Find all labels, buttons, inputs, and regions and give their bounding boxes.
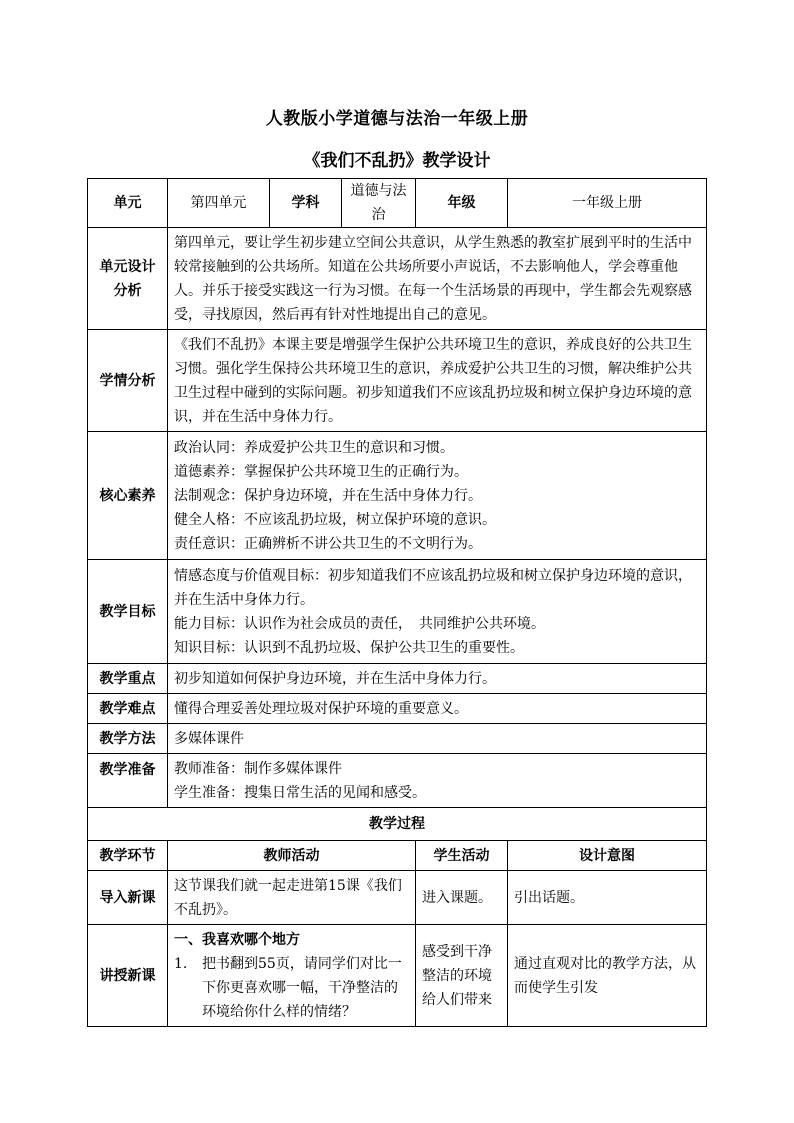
process-stage: 导入新课 [88,871,168,925]
teacher-item-text: 把书翻到55页，请同学们对比一下你更喜欢哪一幅，干净整洁的环境给你什么样的情绪？ [202,955,402,1020]
process-title-row [88,808,707,841]
unit-label: 单元 [88,179,168,228]
process-teacher-activity: 这节课我们就一起走进第15课《我们不乱扔》。 [168,871,416,925]
teacher-item [174,952,409,1024]
section-line: 第四单元，要让学生初步建立空间公共意识，从学生熟悉的教室扩展到平时的生活中较常接触到的公共场所。知道在公共场所要小声说话，不去影响他人，学会尊重他人。并乐于接受实践这一行为习惯。在每一个生活场景的再现中，学生都会先观察感受，寻找原因，然后再有针对性地提出自己的意见。 [174,234,692,323]
section-line: 健全人格：不应该乱扔垃圾，树立保护环境的意识。 [174,511,496,528]
teacher-item-number: 1. [174,955,188,972]
section-label: 教学目标 [88,560,168,664]
section-row-unit-analysis [88,228,707,330]
section-content [168,664,707,694]
process-stage: 讲授新课 [88,925,168,1027]
section-content [168,694,707,724]
grade-label: 年级 [416,179,508,228]
section-line: 懂得合理妥善处理垃圾对保护环境的重要意义。 [174,700,468,717]
section-line: 学生准备：搜集日常生活的见闻和感受。 [174,784,426,801]
section-row-preparation [88,754,707,808]
section-line: 多媒体课件 [174,730,244,747]
section-label: 教学准备 [88,754,168,808]
process-header-stage: 教学环节 [88,841,168,871]
section-content [168,330,707,432]
section-label: 核心素养 [88,432,168,560]
section-line: 《我们不乱扔》本课主要是增强学生保护公共环境卫生的意识，养成良好的公共卫生习惯。强化学生保持公共环境卫生的意识，养成爱护公共卫生的习惯，解决维护公共卫生过程中碰到的实际问题。初步知道我们不应该乱扔垃圾和树立保护身边环境的意识，并在生活中身体力行。 [174,336,692,425]
section-line: 情感态度与价值观目标：初步知道我们不应该乱扔垃圾和树立保护身边环境的意识，并在生活中身体力行。 [174,567,692,608]
section-content [168,432,707,560]
process-row-new-lesson [88,925,707,1027]
section-row-core-literacy [88,432,707,560]
info-row [88,179,707,228]
subject-label: 学科 [270,179,342,228]
process-design-intent: 引出话题。 [508,871,707,925]
section-row-teaching-goals [88,560,707,664]
process-header-intent: 设计意图 [508,841,707,871]
section-content [168,560,707,664]
section-row-difficulties [88,694,707,724]
process-header-student: 学生活动 [416,841,508,871]
section-content [168,754,707,808]
section-content [168,228,707,330]
section-label: 单元设计分析 [88,228,168,330]
section-content [168,724,707,754]
section-row-key-points [88,664,707,694]
process-student-activity: 进入课题。 [416,871,508,925]
process-header-row [88,841,707,871]
process-row-intro [88,871,707,925]
teacher-heading: 一、我喜欢哪个地方 [174,931,300,948]
process-student-activity: 感受到干净整洁的环境给人们带来 [416,925,508,1027]
lesson-plan-table [87,178,707,1027]
subject-value: 道德与法治 [342,179,416,228]
process-design-intent: 通过直观对比的教学方法，从而使学生引发 [508,925,707,1027]
section-row-learner-analysis [88,330,707,432]
section-label: 教学重点 [88,664,168,694]
process-header-teacher: 教师活动 [168,841,416,871]
section-line: 道德素养：掌握保护公共环境卫生的正确行为。 [174,463,468,480]
unit-value: 第四单元 [168,179,270,228]
section-label: 教学难点 [88,694,168,724]
section-line: 教师准备：制作多媒体课件 [174,760,342,777]
section-line: 知识目标：认识到不乱扔垃圾、保护公共卫生的重要性。 [174,639,524,656]
section-line: 政治认同：养成爱护公共卫生的意识和习惯。 [174,439,454,456]
process-teacher-activity [168,925,416,1027]
document-title: 人教版小学道德与法治一年级上册 [265,109,529,129]
document-subtitle: 《我们不乱扔》教学设计 [303,151,491,171]
process-title: 教学过程 [88,808,707,841]
section-line: 责任意识：正确辨析不讲公共卫生的不文明行为。 [174,535,482,552]
grade-value: 一年级上册 [508,179,707,228]
section-label: 教学方法 [88,724,168,754]
section-line: 能力目标：认识作为社会成员的责任， 共同维护公共环境。 [174,615,545,632]
section-line: 初步知道如何保护身边环境，并在生活中身体力行。 [174,670,496,687]
section-row-methods [88,724,707,754]
section-label: 学情分析 [88,330,168,432]
section-line: 法制观念：保护身边环境，并在生活中身体力行。 [174,487,482,504]
